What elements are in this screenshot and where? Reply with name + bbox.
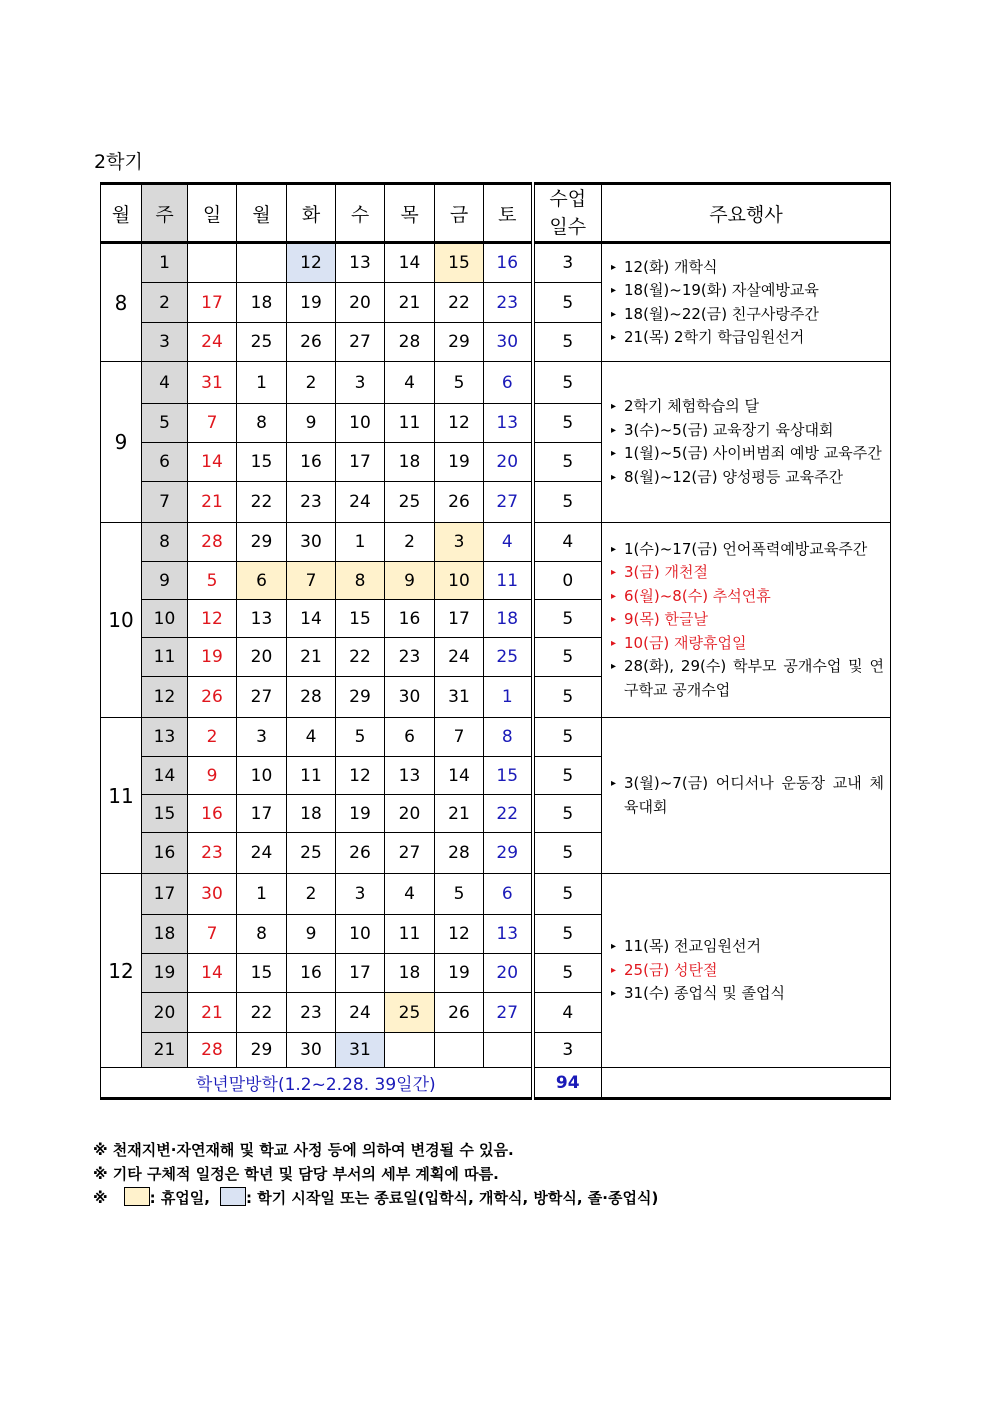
day-cell: 6 xyxy=(484,362,533,404)
day-cell: 14 xyxy=(188,954,237,993)
event-item: ▸ 3(금) 개천절 xyxy=(614,561,884,585)
day-cell: 7 xyxy=(188,915,237,954)
day-cell: 14 xyxy=(385,243,435,283)
day-cell: 29 xyxy=(435,323,484,362)
day-cell: 24 xyxy=(336,993,385,1033)
header-mon: 월 xyxy=(237,184,287,243)
day-cell xyxy=(385,1033,435,1068)
day-cell: 10 xyxy=(237,757,287,795)
school-days-count: 4 xyxy=(533,993,602,1033)
header-wed: 수 xyxy=(336,184,385,243)
day-cell: 27 xyxy=(484,482,533,523)
school-days-count: 3 xyxy=(533,1033,602,1068)
day-cell: 16 xyxy=(188,795,237,833)
day-cell: 26 xyxy=(435,993,484,1033)
day-cell: 31 xyxy=(188,362,237,404)
day-cell: 2 xyxy=(188,718,237,757)
day-cell: 30 xyxy=(385,677,435,718)
header-tue: 화 xyxy=(287,184,336,243)
day-cell: 13 xyxy=(484,404,533,443)
day-cell: 25 xyxy=(385,482,435,523)
day-cell: 3 xyxy=(336,362,385,404)
day-cell: 12 xyxy=(435,915,484,954)
day-cell: 16 xyxy=(385,600,435,638)
day-cell: 13 xyxy=(484,915,533,954)
day-cell: 29 xyxy=(336,677,385,718)
month-cell: 8 xyxy=(101,243,142,362)
school-days-count: 4 xyxy=(533,523,602,562)
day-cell: 30 xyxy=(287,1033,336,1068)
day-cell: 27 xyxy=(385,833,435,874)
day-cell: 15 xyxy=(237,954,287,993)
school-days-count: 5 xyxy=(533,915,602,954)
day-cell: 25 xyxy=(287,833,336,874)
day-cell: 5 xyxy=(336,718,385,757)
week-number: 21 xyxy=(142,1033,188,1068)
week-row xyxy=(101,362,891,404)
day-cell: 16 xyxy=(287,954,336,993)
week-number: 6 xyxy=(142,443,188,482)
month-cell: 9 xyxy=(101,362,142,523)
day-cell xyxy=(237,243,287,283)
school-days-count: 5 xyxy=(533,600,602,638)
day-cell: 24 xyxy=(435,638,484,677)
day-cell: 9 xyxy=(385,562,435,600)
day-cell: 3 xyxy=(336,874,385,915)
day-cell: 26 xyxy=(188,677,237,718)
day-cell: 18 xyxy=(237,283,287,323)
events-cell xyxy=(602,523,891,718)
day-cell: 10 xyxy=(336,915,385,954)
week-row xyxy=(101,874,891,915)
event-item: ▸ 31(수) 종업식 및 졸업식 xyxy=(614,982,884,1006)
day-cell: 31 xyxy=(435,677,484,718)
day-cell: 14 xyxy=(188,443,237,482)
day-cell: 3 xyxy=(237,718,287,757)
day-cell: 17 xyxy=(188,283,237,323)
day-cell: 6 xyxy=(237,562,287,600)
day-cell: 26 xyxy=(435,482,484,523)
school-days-count: 5 xyxy=(533,833,602,874)
day-cell: 13 xyxy=(385,757,435,795)
note-3-prefix: ※ xyxy=(93,1189,108,1207)
week-number: 1 xyxy=(142,243,188,283)
day-cell: 4 xyxy=(385,874,435,915)
school-days-count: 5 xyxy=(533,874,602,915)
school-days-count: 5 xyxy=(533,323,602,362)
school-days-count: 5 xyxy=(533,482,602,523)
day-cell: 18 xyxy=(287,795,336,833)
day-cell: 28 xyxy=(435,833,484,874)
event-item: ▸ 12(화) 개학식 xyxy=(614,256,884,280)
header-row xyxy=(101,184,891,243)
day-cell: 21 xyxy=(435,795,484,833)
week-row xyxy=(101,243,891,283)
day-cell: 22 xyxy=(435,283,484,323)
week-row xyxy=(101,718,891,757)
day-cell: 6 xyxy=(484,874,533,915)
week-row xyxy=(101,523,891,562)
day-cell: 4 xyxy=(385,362,435,404)
day-cell: 28 xyxy=(385,323,435,362)
event-item: ▸ 9(목) 한글날 xyxy=(614,608,884,632)
day-cell: 12 xyxy=(435,404,484,443)
day-cell: 20 xyxy=(385,795,435,833)
day-cell: 2 xyxy=(385,523,435,562)
day-cell: 3 xyxy=(435,523,484,562)
day-cell: 27 xyxy=(484,993,533,1033)
week-number: 8 xyxy=(142,523,188,562)
school-days-count: 5 xyxy=(533,718,602,757)
day-cell: 31 xyxy=(336,1033,385,1068)
day-cell: 5 xyxy=(435,362,484,404)
week-number: 15 xyxy=(142,795,188,833)
day-cell: 22 xyxy=(237,482,287,523)
day-cell: 18 xyxy=(484,600,533,638)
day-cell: 4 xyxy=(287,718,336,757)
event-item: ▸ 25(금) 성탄절 xyxy=(614,959,884,983)
day-cell: 15 xyxy=(336,600,385,638)
day-cell: 9 xyxy=(188,757,237,795)
day-cell: 18 xyxy=(385,443,435,482)
school-days-count: 5 xyxy=(533,283,602,323)
day-cell: 20 xyxy=(237,638,287,677)
day-cell: 5 xyxy=(435,874,484,915)
day-cell: 19 xyxy=(435,443,484,482)
week-number: 18 xyxy=(142,915,188,954)
header-sun: 일 xyxy=(188,184,237,243)
term-legend-swatch xyxy=(220,1187,246,1206)
notes xyxy=(93,1138,658,1210)
note-3 xyxy=(93,1186,658,1210)
day-cell: 8 xyxy=(336,562,385,600)
day-cell: 25 xyxy=(484,638,533,677)
day-cell: 19 xyxy=(435,954,484,993)
day-cell: 22 xyxy=(484,795,533,833)
day-cell: 27 xyxy=(336,323,385,362)
event-item: ▸ 6(월)~8(수) 추석연휴 xyxy=(614,585,884,609)
day-cell: 20 xyxy=(336,283,385,323)
day-cell: 1 xyxy=(237,362,287,404)
day-cell: 17 xyxy=(237,795,287,833)
event-item: ▸ 1(월)~5(금) 사이버범죄 예방 교육주간 xyxy=(614,442,884,466)
day-cell: 17 xyxy=(336,954,385,993)
school-days-count: 5 xyxy=(533,404,602,443)
day-cell: 24 xyxy=(336,482,385,523)
day-cell: 23 xyxy=(188,833,237,874)
event-item: ▸ 10(금) 재량휴업일 xyxy=(614,632,884,656)
total-school-days: 94 xyxy=(533,1068,602,1099)
day-cell: 17 xyxy=(435,600,484,638)
week-number: 17 xyxy=(142,874,188,915)
event-item: ▸ 3(수)~5(금) 교육장기 육상대회 xyxy=(614,419,884,443)
header-fri: 금 xyxy=(435,184,484,243)
day-cell: 14 xyxy=(287,600,336,638)
day-cell: 7 xyxy=(435,718,484,757)
day-cell: 10 xyxy=(336,404,385,443)
week-number: 4 xyxy=(142,362,188,404)
day-cell: 8 xyxy=(237,404,287,443)
header-week: 주 xyxy=(142,184,188,243)
day-cell: 9 xyxy=(287,915,336,954)
school-days-count: 0 xyxy=(533,562,602,600)
day-cell: 11 xyxy=(484,562,533,600)
week-number: 3 xyxy=(142,323,188,362)
day-cell: 20 xyxy=(484,443,533,482)
header-school-days: 수업 일수 xyxy=(533,184,602,243)
week-number: 14 xyxy=(142,757,188,795)
week-number: 10 xyxy=(142,600,188,638)
holiday-legend-swatch xyxy=(124,1187,150,1206)
event-item: ▸ 3(월)~7(금) 어디서나 운동장 교내 체육대회 xyxy=(614,772,884,819)
day-cell: 23 xyxy=(287,993,336,1033)
week-number: 20 xyxy=(142,993,188,1033)
day-cell: 1 xyxy=(336,523,385,562)
header-events: 주요행사 xyxy=(602,184,891,243)
day-cell: 19 xyxy=(188,638,237,677)
day-cell: 26 xyxy=(287,323,336,362)
day-cell xyxy=(435,1033,484,1068)
day-cell: 29 xyxy=(484,833,533,874)
day-cell: 25 xyxy=(385,993,435,1033)
day-cell: 16 xyxy=(287,443,336,482)
day-cell: 29 xyxy=(237,523,287,562)
day-cell: 11 xyxy=(287,757,336,795)
day-cell: 23 xyxy=(385,638,435,677)
header-thu: 목 xyxy=(385,184,435,243)
day-cell: 4 xyxy=(484,523,533,562)
day-cell: 12 xyxy=(287,243,336,283)
day-cell: 28 xyxy=(188,1033,237,1068)
event-item: ▸ 21(목) 2학기 학급임원선거 xyxy=(614,326,884,350)
week-number: 11 xyxy=(142,638,188,677)
school-days-count: 5 xyxy=(533,443,602,482)
day-cell: 24 xyxy=(237,833,287,874)
school-days-count: 5 xyxy=(533,638,602,677)
school-days-count: 5 xyxy=(533,954,602,993)
holiday-legend-label: : 휴업일, xyxy=(149,1189,210,1207)
school-days-count: 5 xyxy=(533,795,602,833)
day-cell: 9 xyxy=(287,404,336,443)
day-cell: 14 xyxy=(435,757,484,795)
event-item: ▸ 28(화), 29(수) 학부모 공개수업 및 연구학교 공개수업 xyxy=(614,655,884,702)
header-sat: 토 xyxy=(484,184,533,243)
events-cell xyxy=(602,874,891,1068)
day-cell: 12 xyxy=(188,600,237,638)
month-cell: 11 xyxy=(101,718,142,874)
day-cell: 30 xyxy=(188,874,237,915)
day-cell: 15 xyxy=(484,757,533,795)
day-cell: 5 xyxy=(188,562,237,600)
events-cell xyxy=(602,718,891,874)
school-days-count: 3 xyxy=(533,243,602,283)
total-row xyxy=(101,1068,891,1099)
day-cell: 8 xyxy=(484,718,533,757)
day-cell: 22 xyxy=(237,993,287,1033)
day-cell: 10 xyxy=(435,562,484,600)
total-events-empty xyxy=(602,1068,891,1099)
day-cell: 26 xyxy=(336,833,385,874)
event-item: ▸ 8(월)~12(금) 양성평등 교육주간 xyxy=(614,466,884,490)
week-number: 19 xyxy=(142,954,188,993)
winter-vacation-label: 학년말방학(1.2~2.28. 39일간) xyxy=(101,1068,533,1099)
day-cell: 24 xyxy=(188,323,237,362)
section-title: 2학기 xyxy=(94,151,143,173)
day-cell: 6 xyxy=(385,718,435,757)
day-cell: 16 xyxy=(484,243,533,283)
week-number: 2 xyxy=(142,283,188,323)
month-cell: 10 xyxy=(101,523,142,718)
week-number: 7 xyxy=(142,482,188,523)
event-item: ▸ 18(월)~22(금) 친구사랑주간 xyxy=(614,303,884,327)
day-cell: 28 xyxy=(287,677,336,718)
events-cell xyxy=(602,243,891,362)
day-cell: 19 xyxy=(287,283,336,323)
event-item: ▸ 2학기 체험학습의 달 xyxy=(614,395,884,419)
day-cell: 13 xyxy=(237,600,287,638)
day-cell: 7 xyxy=(287,562,336,600)
day-cell: 18 xyxy=(385,954,435,993)
day-cell: 2 xyxy=(287,874,336,915)
note-2: ※ 기타 구체적 일정은 학년 및 담당 부서의 세부 계획에 따름. xyxy=(93,1165,499,1183)
day-cell: 23 xyxy=(287,482,336,523)
day-cell: 1 xyxy=(484,677,533,718)
header-month: 월 xyxy=(101,184,142,243)
week-number: 16 xyxy=(142,833,188,874)
week-number: 12 xyxy=(142,677,188,718)
day-cell: 15 xyxy=(237,443,287,482)
day-cell: 11 xyxy=(385,404,435,443)
event-item: ▸ 1(수)~17(금) 언어폭력예방교육주간 xyxy=(614,538,884,562)
day-cell: 22 xyxy=(336,638,385,677)
week-number: 5 xyxy=(142,404,188,443)
day-cell xyxy=(188,243,237,283)
day-cell: 28 xyxy=(188,523,237,562)
day-cell: 21 xyxy=(188,482,237,523)
day-cell: 21 xyxy=(385,283,435,323)
event-item: ▸ 18(월)~19(화) 자살예방교육 xyxy=(614,279,884,303)
day-cell: 30 xyxy=(287,523,336,562)
day-cell: 1 xyxy=(237,874,287,915)
event-item: ▸ 11(목) 전교임원선거 xyxy=(614,935,884,959)
day-cell: 19 xyxy=(336,795,385,833)
day-cell: 29 xyxy=(237,1033,287,1068)
day-cell: 27 xyxy=(237,677,287,718)
day-cell: 25 xyxy=(237,323,287,362)
day-cell: 17 xyxy=(336,443,385,482)
day-cell: 30 xyxy=(484,323,533,362)
day-cell: 21 xyxy=(188,993,237,1033)
term-legend-label: : 학기 시작일 또는 종료일(입학식, 개학식, 방학식, 졸·종업식) xyxy=(245,1189,659,1207)
note-1: ※ 천재지변·자연재해 및 학교 사정 등에 의하여 변경될 수 있음. xyxy=(93,1141,514,1159)
week-number: 9 xyxy=(142,562,188,600)
school-days-count: 5 xyxy=(533,362,602,404)
day-cell: 15 xyxy=(435,243,484,283)
day-cell: 12 xyxy=(336,757,385,795)
week-number: 13 xyxy=(142,718,188,757)
day-cell: 2 xyxy=(287,362,336,404)
school-days-count: 5 xyxy=(533,677,602,718)
day-cell: 8 xyxy=(237,915,287,954)
day-cell: 11 xyxy=(385,915,435,954)
day-cell: 21 xyxy=(287,638,336,677)
events-cell xyxy=(602,362,891,523)
month-cell: 12 xyxy=(101,874,142,1068)
school-days-count: 5 xyxy=(533,757,602,795)
day-cell: 20 xyxy=(484,954,533,993)
day-cell xyxy=(484,1033,533,1068)
day-cell: 7 xyxy=(188,404,237,443)
day-cell: 13 xyxy=(336,243,385,283)
day-cell: 23 xyxy=(484,283,533,323)
semester-calendar-table xyxy=(100,182,891,1100)
